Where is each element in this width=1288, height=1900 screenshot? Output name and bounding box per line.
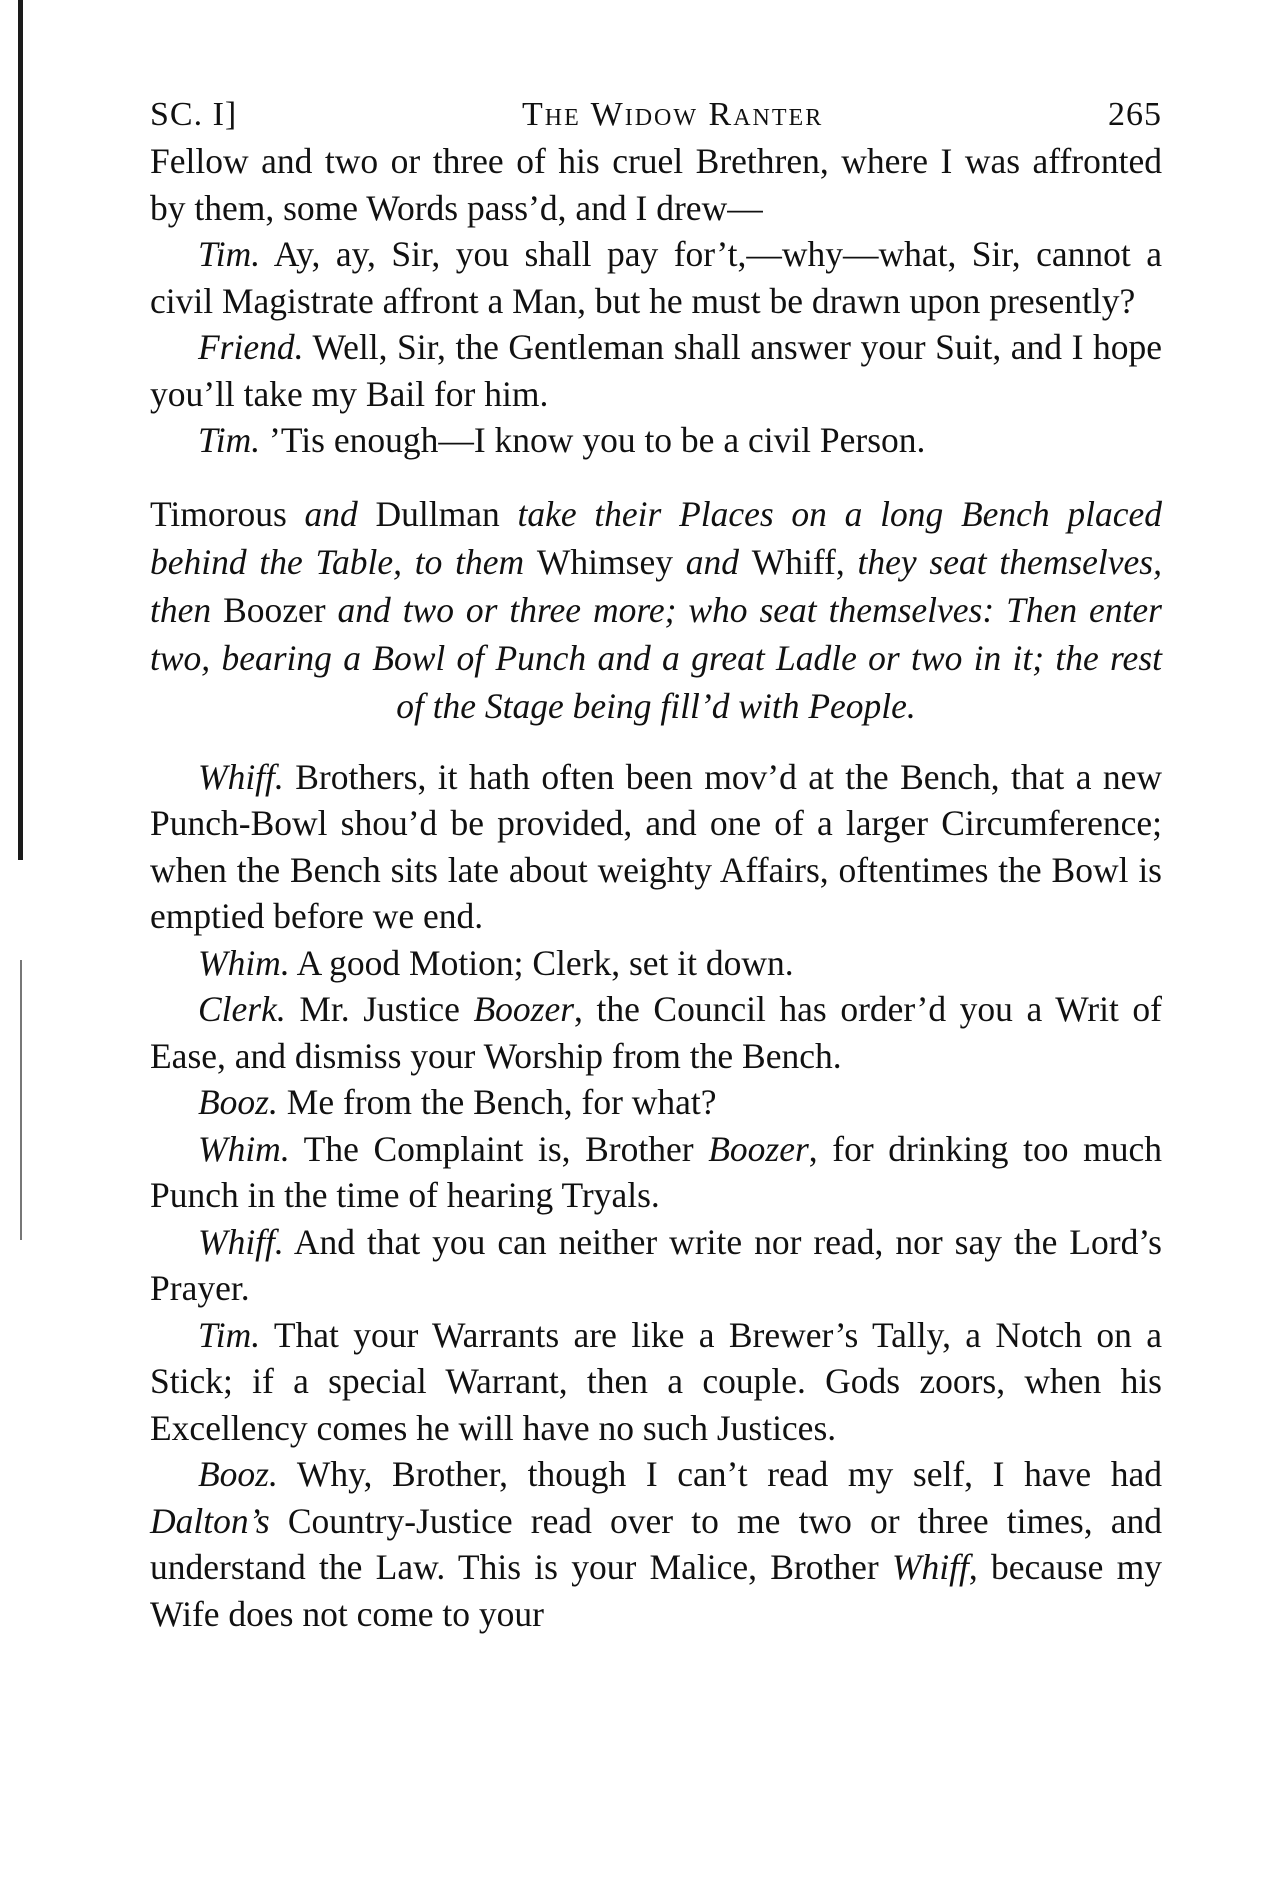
dialogue-line <box>150 1079 1162 1126</box>
speaker-name: Clerk. <box>198 989 286 1029</box>
speech-text: And that you can neither write nor read, nor say the Lord’s Prayer. <box>150 1221 1162 1308</box>
speech-text: , because my Wife does not come to your <box>150 1547 1162 1634</box>
dialogue-line <box>150 324 1162 417</box>
stage-direction-part: Whiff, <box>751 541 845 582</box>
dialogue-continuation <box>150 138 1162 231</box>
binding-edge-shadow <box>18 0 23 860</box>
stage-direction <box>150 490 1162 730</box>
speaker-name: Whiff. <box>198 1221 284 1262</box>
speech-text: ’Tis enough—I know you to be a civil Person. <box>269 420 926 460</box>
stage-direction-part: Dullman <box>375 493 500 534</box>
speaker-name: Tim. <box>198 234 261 274</box>
stage-direction-part: Boozer <box>223 589 326 630</box>
speech-text: Me from the Bench, for what? <box>286 1082 717 1122</box>
dialogue-line <box>150 1219 1162 1312</box>
speech-text: Mr. Justice <box>299 989 474 1029</box>
binding-edge-shadow-lower <box>20 960 22 1240</box>
speech-text: Brothers, it hath often been mov’d at the Bench, that a new Punch-Bowl shou’d be provided, and one of a larger Circumference; when the Bench sits late about weighty Affairs, oftentimes the Bowl is emptied before we end. <box>150 756 1163 936</box>
dialogue-line <box>150 1451 1162 1637</box>
book-page <box>150 92 1162 1637</box>
dialogue-line <box>150 986 1162 1079</box>
stage-direction-part: Whimsey <box>536 541 673 582</box>
running-header <box>150 92 1162 138</box>
dialogue-block-1 <box>150 138 1162 464</box>
speech-text: Country-Justice read over to me two or three times, and understand the Law. This is your Malice, Brother <box>150 1500 1162 1587</box>
speaker-name: Booz. <box>198 1082 278 1122</box>
stage-direction-part: and <box>286 493 376 534</box>
stage-direction-part: Timorous <box>150 493 287 534</box>
speech-text: , for drinking too much Punch in the time of hearing Tryals. <box>150 1128 1162 1215</box>
speech-text: That your Warrants are like a Brewer’s Tally, a Notch on a Stick; if a special Warrant, then a couple. Gods zoors, when his Excellency comes he will have no such Justices. <box>150 1314 1163 1448</box>
dialogue-line <box>150 231 1162 324</box>
speech-text-italic: Boozer <box>708 1128 809 1169</box>
speech-text-italic: Dalton’s <box>150 1500 270 1541</box>
scene-marker: SC. I] <box>150 96 238 133</box>
stage-direction-part: take their Places on a long Bench placed behind the Table, to them <box>150 493 1163 582</box>
dialogue-line <box>150 1126 1162 1219</box>
dialogue-block-2 <box>150 754 1162 1638</box>
dialogue-line <box>150 417 1162 464</box>
speech-text: Why, Brother, though I can’t read my self, I have had <box>296 1454 1162 1494</box>
speaker-name: Whiff. <box>198 756 284 797</box>
speaker-name: Tim. <box>198 1314 261 1355</box>
speech-text: Fellow and two or three of his cruel Brethren, where I was affronted by them, some Words pass’d, and I drew— <box>150 141 1162 228</box>
speaker-name: Tim. <box>198 420 261 460</box>
dialogue-line <box>150 754 1162 940</box>
speech-text: Ay, ay, Sir, you shall pay for’t,—why—what, Sir, cannot a civil Magistrate affront a Man, but he must be drawn upon presently? <box>150 234 1163 321</box>
speech-text: Well, Sir, the Gentleman shall answer your Suit, and I hope you’ll take my Bail for him. <box>150 327 1163 414</box>
speaker-name: Booz. <box>198 1454 278 1494</box>
stage-direction-part: and <box>672 541 752 582</box>
speech-text: The Complaint is, Brother <box>303 1128 709 1169</box>
speech-text-italic: Boozer <box>473 989 575 1029</box>
speech-text: A good Motion; Clerk, set it down. <box>296 942 794 983</box>
stage-direction-part: and two or three more; who seat themselves: Then enter two, bearing a Bowl of Punch and a great Ladle or two in it; the rest of the Stage being fill’d with People. <box>150 589 1163 726</box>
speaker-name: Whim. <box>198 1128 290 1169</box>
dialogue-line <box>150 940 1162 987</box>
speech-text: , the Council has order’d you a Writ of Ease, and dismiss your Worship from the Bench. <box>150 989 1162 1076</box>
speaker-name: Friend. <box>198 327 304 367</box>
page-number: 265 <box>1107 96 1162 133</box>
speech-text-italic: Whiff <box>891 1547 969 1587</box>
speaker-name: Whim. <box>198 942 290 983</box>
dialogue-line <box>150 1312 1162 1452</box>
stage-direction-part: they seat themselves, then <box>150 541 1162 630</box>
running-title: The Widow Ranter <box>522 96 824 133</box>
